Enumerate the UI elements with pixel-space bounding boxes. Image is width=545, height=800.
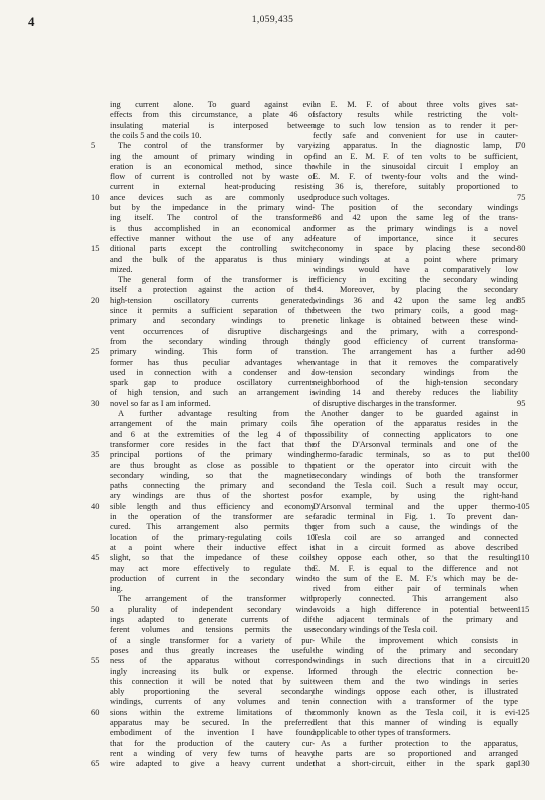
right-line-number: 95 <box>517 398 526 408</box>
text-line: insulating material is interposed between <box>110 120 315 130</box>
text-line: produce such voltages. <box>313 192 390 202</box>
right-line-number: 85 <box>517 295 526 305</box>
text-line: ingly good efficiency of current transforma- <box>313 336 518 346</box>
text-line: formed through the electric connection be- <box>313 666 518 676</box>
text-line: ary windings at a point where primary <box>313 254 518 264</box>
text-line: that for the production of the cautery cur- <box>110 738 315 748</box>
text-line: slight, so that the impedance of these coils <box>110 553 315 563</box>
text-line: principal portions of the primary winding <box>110 450 315 460</box>
text-line: the operation of the apparatus resides in the <box>313 419 518 429</box>
right-line-number: 105 <box>517 501 530 511</box>
text-line: this connection it will be noted that by suit- <box>110 676 315 686</box>
text-line: ance devices such as are commonly used, <box>110 192 315 202</box>
text-line: that a short-circuit, either in the spark gap <box>313 759 518 769</box>
text-line: in connection with a transformer of the type <box>313 697 518 707</box>
text-line: windings, currents of any volumes and ten- <box>110 697 315 707</box>
text-line: while in the sinusoidal circuit I employ an <box>313 161 518 171</box>
text-line: an E. M. F. of about three volts gives sat- <box>313 100 518 109</box>
left-line-number: 50 <box>91 604 100 614</box>
text-line: ary windings are thus of the shortest pos- <box>110 491 315 501</box>
right-line-number: 75 <box>517 192 526 202</box>
right-line-number: 130 <box>517 759 530 769</box>
text-line: ditional parts except the controlling switch, <box>110 244 315 254</box>
text-line: high-tension oscillatory currents generated, <box>110 295 315 305</box>
text-line: windings would have a comparatively low <box>313 264 518 274</box>
right-line-number: 125 <box>517 707 530 717</box>
text-line: of the D'Arsonval terminals and one of the <box>313 439 518 449</box>
text-line: ing current alone. To guard against evil <box>110 100 315 109</box>
text-line: poses and thus greatly increases the useful- <box>110 645 315 655</box>
text-line: secondary windings of the Tesla coil. <box>313 625 438 635</box>
text-line: ing. <box>110 584 123 594</box>
left-line-number: 15 <box>91 244 100 254</box>
text-line: low-tension secondary windings from the <box>313 367 518 377</box>
text-line: between the two primary coils, a good mag- <box>313 306 518 315</box>
left-line-number: 40 <box>91 501 100 511</box>
left-line-number: 45 <box>91 553 100 563</box>
text-line: novel so far as I am informed. <box>110 398 211 408</box>
text-line: tween them and the two windings in series <box>313 676 518 686</box>
text-line: in the operation of the transformer are se- <box>110 512 315 521</box>
text-line: secondary winding, so that the magnetic <box>110 470 315 480</box>
text-line: ing itself. The control of the transformer <box>110 213 315 223</box>
text-line: izing apparatus. In the diagnostic lamp, I <box>313 141 518 151</box>
text-line: isfactory results while restricting the volt- <box>313 110 518 120</box>
text-line: fectly safe and convenient for use in cauter- <box>313 130 518 140</box>
text-line: arrangement of the main primary coils 5 <box>110 419 315 429</box>
right-line-number: 90 <box>517 347 526 357</box>
text-line: is thus accomplished in an economical and <box>110 223 315 233</box>
text-line: find an E. M. F. of ten volts to be sufficient, <box>313 151 518 161</box>
text-line: transformer core resides in the fact that the <box>110 439 315 449</box>
text-line: cured. This arrangement also permits the <box>110 522 315 532</box>
right-line-number: 80 <box>517 244 526 254</box>
text-line: since it permits a sufficient separation of the <box>110 306 315 315</box>
text-line: mized. <box>110 264 133 274</box>
text-line: spark gap to produce oscillatory currents <box>110 378 315 388</box>
text-line: the coils 5 and the coils 10. <box>110 130 202 140</box>
text-line: the winding of the primary and secondary <box>313 645 518 655</box>
text-line: from the secondary winding through the <box>110 336 315 346</box>
text-line: ably proportioning the several secondary <box>110 687 315 697</box>
text-line: The arrangement of the transformer with <box>118 594 315 604</box>
text-line: at a point where their inductive effect is <box>110 542 315 552</box>
text-line: production of current in the secondary wind- <box>110 573 315 583</box>
text-line: vantage in that it removes the comparatively <box>313 357 518 367</box>
text-line: netic linkage is obtained between these wind- <box>313 316 518 326</box>
text-line: a plurality of independent secondary wind- <box>110 604 315 614</box>
text-line: that in a circuit formed as above described <box>313 542 518 552</box>
text-line: economy in space by placing these second- <box>313 244 518 254</box>
text-line: ferent volumes and tensions permits the use <box>110 625 315 635</box>
text-line: primary winding. This form of trans- <box>110 347 315 357</box>
text-line: rent a winding of very few turns of heavy <box>110 748 315 758</box>
patent-number: 1,059,435 <box>251 15 294 25</box>
text-line: windings 36 and 42 upon the same leg and <box>313 295 518 305</box>
text-line: ingly increasing its bulk or expense. In <box>110 666 315 676</box>
left-line-number: 55 <box>91 656 100 666</box>
text-line: ness of the apparatus without correspond- <box>110 656 315 666</box>
text-line: 14. Moreover, by placing the secondary <box>313 285 518 295</box>
text-line: sions within the extreme limitations of the <box>110 707 315 717</box>
text-line: The position of the secondary windings <box>321 203 518 212</box>
text-line: the parts are so proportioned and arranged <box>313 748 518 758</box>
text-line: but by the impedance in the primary wind- <box>110 203 315 212</box>
text-line: Tesla coil are so arranged and connected <box>313 532 518 542</box>
text-line: While the improvement which consists in <box>321 635 518 645</box>
left-line-number: 5 <box>91 141 96 151</box>
text-line: ger from such a cause, the windings of the <box>313 522 518 532</box>
text-line: of disruptive discharges in the transformer. <box>313 398 457 408</box>
text-line: feature of importance, since it secures <box>313 233 518 243</box>
text-line: effective manner without the use of any ad- <box>110 233 315 243</box>
text-line: properly connected. This arrangement also <box>313 594 518 604</box>
text-line: wire adapted to give a heavy current under <box>110 759 315 769</box>
text-line: A further advantage resulting from the <box>118 409 315 418</box>
text-line: 36 and 42 upon the same leg of the trans- <box>313 213 518 223</box>
left-line-number: 65 <box>91 759 100 769</box>
text-line: D'Arsonval terminal and the upper thermo- <box>313 501 518 511</box>
page-number: 4 <box>28 14 35 29</box>
text-line: the windings oppose each other, is illustrated <box>313 687 518 697</box>
right-line-number: 110 <box>517 553 530 563</box>
text-line: ing 36 is, therefore, suitably proportioned to <box>313 182 518 192</box>
text-line: current in external heat-producing resist- <box>110 182 315 192</box>
text-line: Another danger to be guarded against in <box>321 409 518 418</box>
text-line: for example, by using the right-hand <box>313 491 518 501</box>
text-line: E. M. F. of twenty-four volts and the wind- <box>313 172 518 182</box>
text-line: and 6 at the extremities of the leg 4 of the <box>110 429 315 439</box>
text-line: As a further protection to the apparatus, <box>321 738 518 748</box>
text-line: rived from either pair of terminals when <box>313 584 518 594</box>
text-line: of high tension, and such an arrangement is <box>110 388 315 398</box>
text-line: windings in such directions that in a circuit <box>313 656 518 666</box>
text-line: embodiment of the invention I have found <box>110 728 315 738</box>
text-line: to the sum of the E. M. F.'s which may be de- <box>313 573 518 583</box>
left-line-number: 10 <box>91 192 100 202</box>
text-line: ing the amount of primary winding in op- <box>110 151 315 161</box>
right-line-number: 115 <box>517 604 530 614</box>
text-line: they oppose each other, so that the resulting <box>313 553 518 563</box>
text-line: may act more effectively to regulate the <box>110 563 315 573</box>
left-line-number: 20 <box>91 295 100 305</box>
left-line-number: 30 <box>91 398 100 408</box>
text-line: E. M. F. is equal to the difference and not <box>313 563 518 573</box>
text-line: and the bulk of the apparatus is thus mini- <box>110 254 315 264</box>
right-line-number: 70 <box>517 141 526 151</box>
text-line: location of the primary-regulating coils 10 <box>110 532 315 542</box>
text-line: flow of current is controlled not by waste of <box>110 172 315 182</box>
left-line-number: 60 <box>91 707 100 717</box>
text-line: effects from this circumstance, a plate 46 of <box>110 110 315 120</box>
text-line: tion. The arrangement has a further ad- <box>313 347 518 357</box>
text-line: applicable to other types of transformers. <box>313 728 451 738</box>
text-line: eration is an economical method, since the <box>110 161 315 171</box>
text-line: paths connecting the primary and second- <box>110 481 315 491</box>
text-line: avoids a high difference in potential between <box>313 604 518 614</box>
text-line: The control of the transformer by vary- <box>118 141 315 151</box>
text-line: are thus brought as close as possible to the <box>110 460 315 470</box>
text-line: dent that this manner of winding is equally <box>313 718 518 727</box>
left-line-number: 25 <box>91 347 100 357</box>
text-line: and the Tesla coil. Such a result may occur, <box>313 481 518 491</box>
text-line: the adjacent terminals of the primary and <box>313 615 518 624</box>
text-line: vent occurrences of disruptive discharges <box>110 326 315 336</box>
text-line: thermo-faradic terminals, so as to put the <box>313 450 518 460</box>
text-line: primary and secondary windings to pre- <box>110 316 315 326</box>
text-line: used in connection with a condenser and a <box>110 367 315 377</box>
right-line-number: 100 <box>517 450 530 460</box>
text-line: sible length and thus efficiency and economy <box>110 501 315 511</box>
text-line: apparatus may be secured. In the preferred <box>110 718 315 727</box>
text-line: patient or the operator into circuit with the <box>313 460 518 470</box>
text-line: secondary windings of both the transformer <box>313 470 518 480</box>
text-line: neighborhood of the high-tension secondary <box>313 378 518 388</box>
text-line: commonly known as the Tesla coil, it is evi- <box>313 707 518 717</box>
text-line: faradic terminal in Fig. 1. To prevent dan- <box>313 512 518 521</box>
text-line: winding 14 and thereby reduces the liability <box>313 388 518 398</box>
right-line-number: 120 <box>517 656 530 666</box>
text-line: ings and the primary, with a correspond- <box>313 326 518 336</box>
text-line: The general form of the transformer is in <box>118 275 315 285</box>
text-line: efficiency in exciting the secondary winding <box>313 275 518 285</box>
text-line: possibility of connecting applicators to one <box>313 429 518 439</box>
text-line: former as the primary windings is a novel <box>313 223 518 233</box>
text-line: age to such low tension as to render it per- <box>313 120 518 130</box>
text-line: of a single transformer for a variety of pur- <box>110 635 315 645</box>
text-line: ings adapted to generate currents of dif- <box>110 615 315 624</box>
left-line-number: 35 <box>91 450 100 460</box>
text-line: former has thus peculiar advantages when <box>110 357 315 367</box>
text-line: itself a protection against the action of the <box>110 285 315 295</box>
